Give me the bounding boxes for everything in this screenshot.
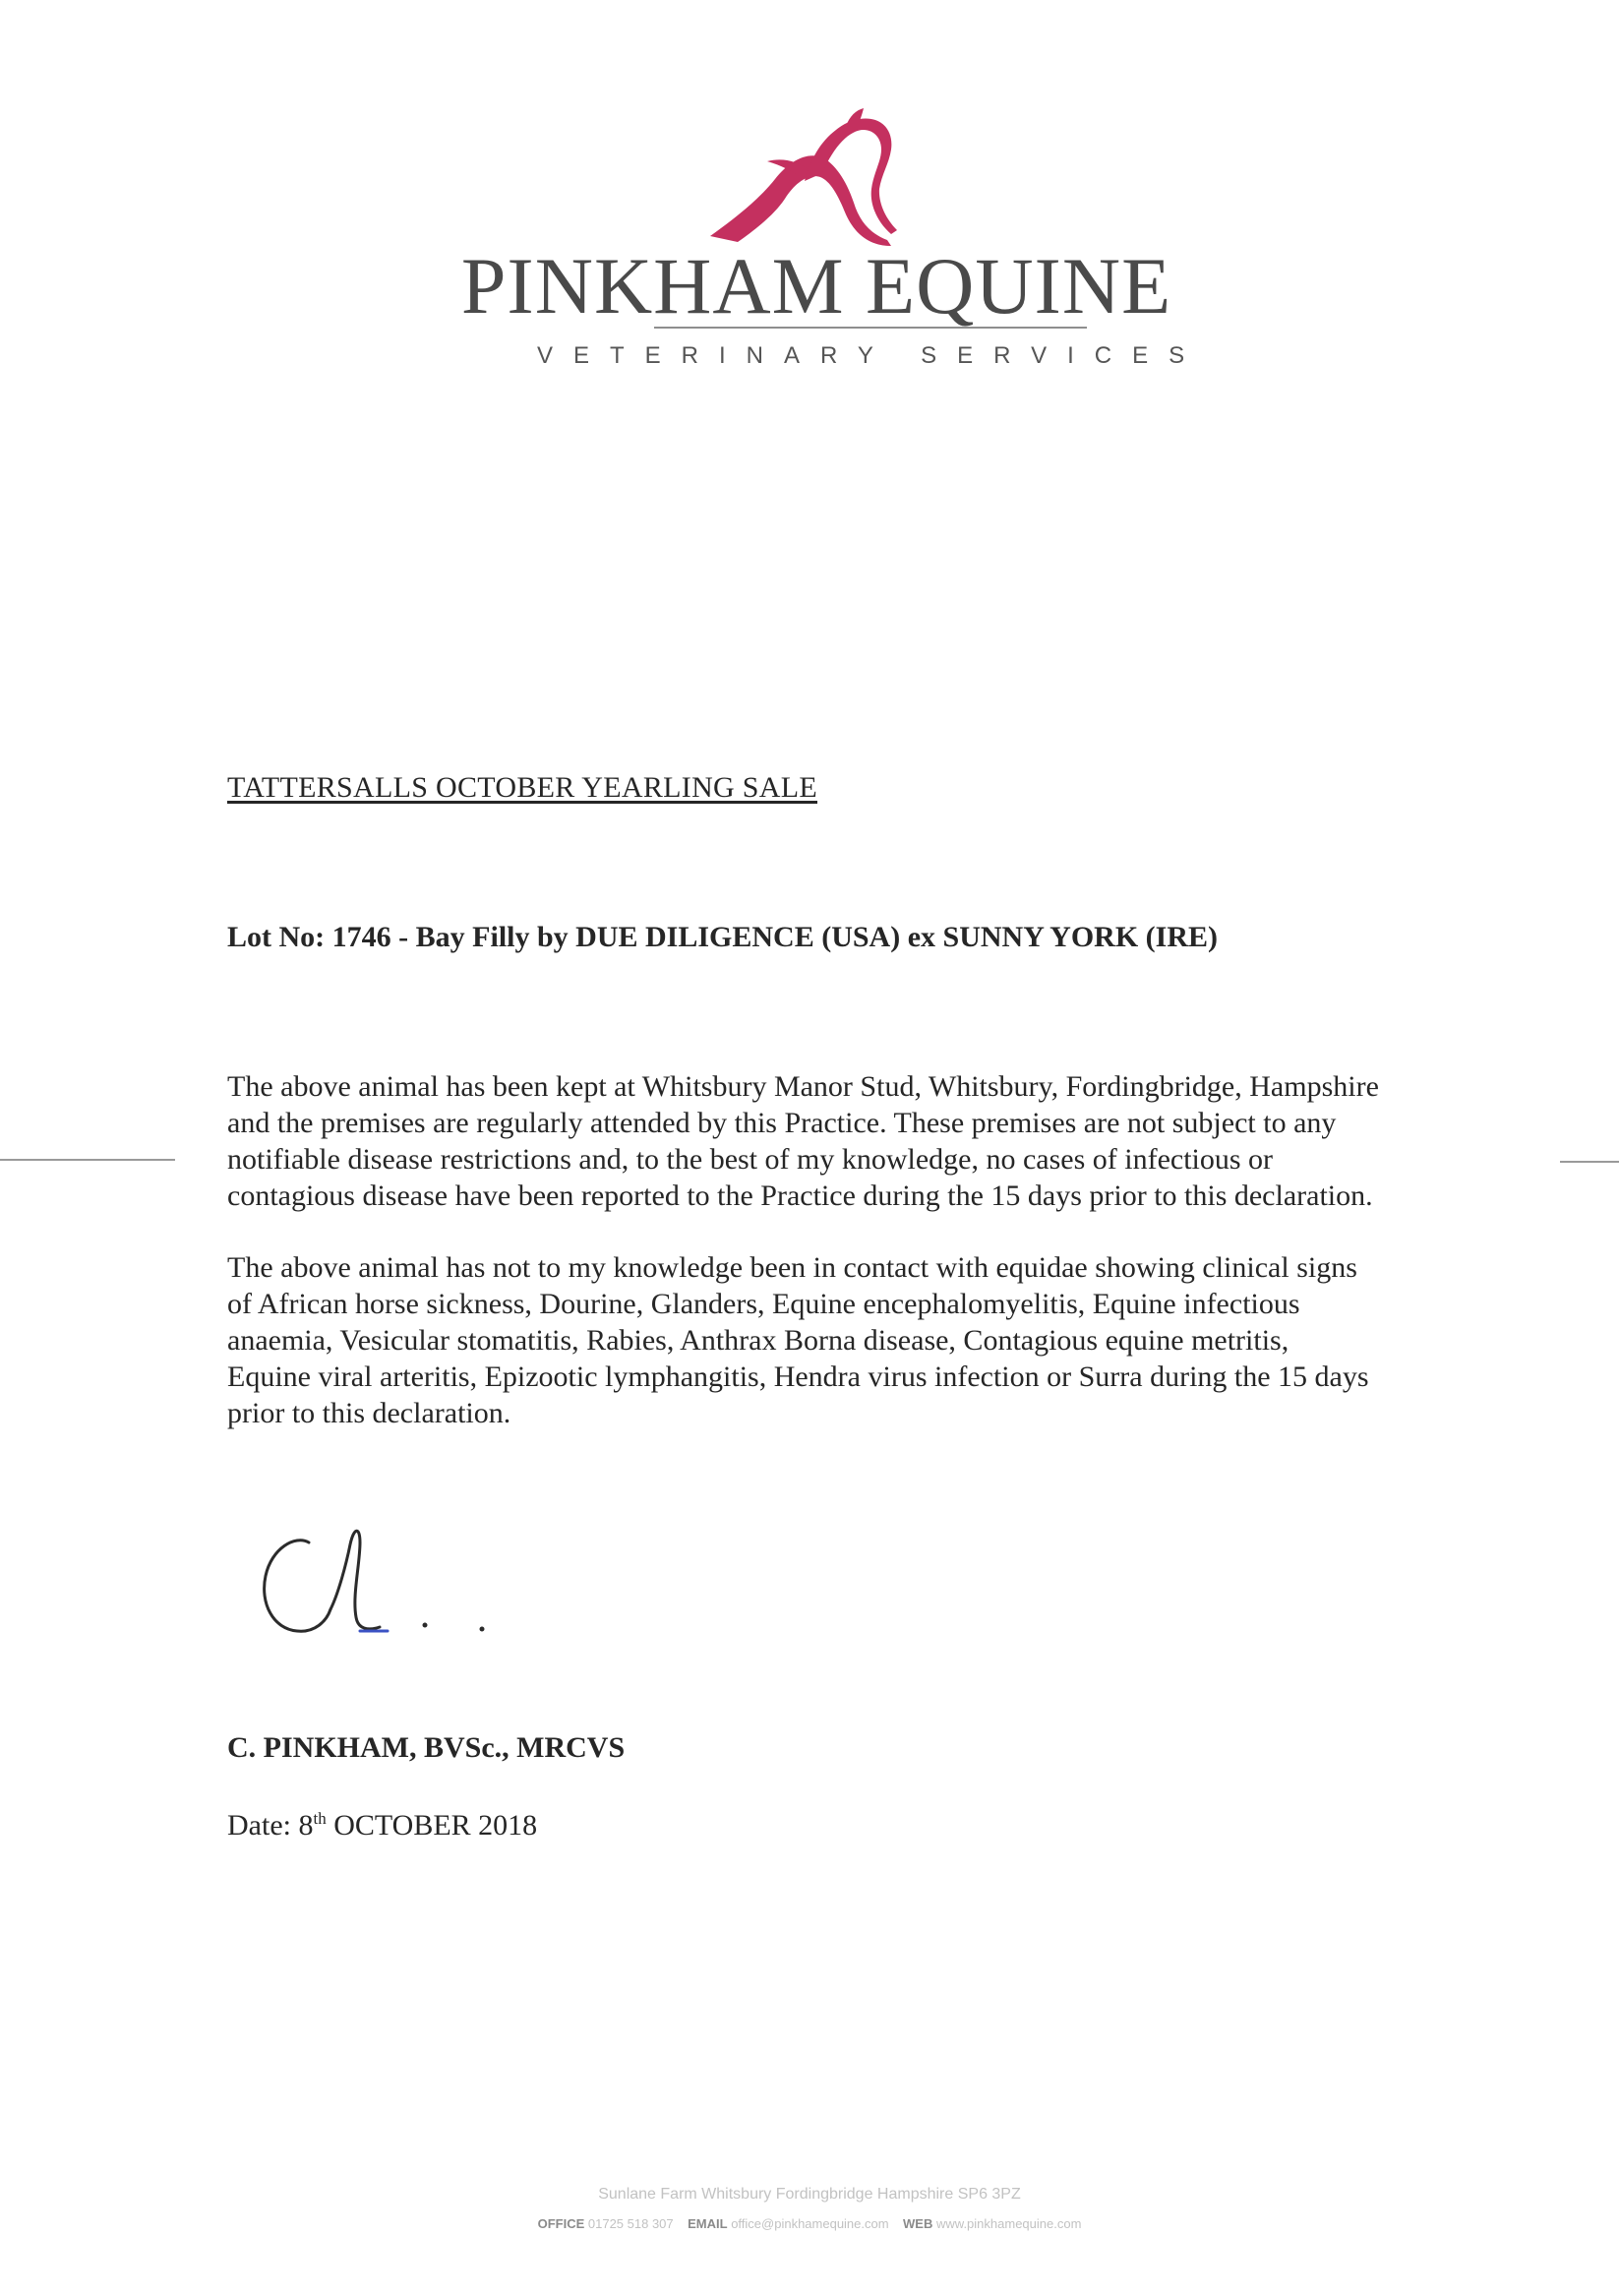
paragraph-line: of African horse sickness, Dourine, Glanders, Equine encephalomyelitis, Equine infectious	[227, 1288, 1300, 1320]
footer-office-value: 01725 518 307	[587, 2216, 674, 2231]
footer-web-value: www.pinkhamequine.com	[936, 2216, 1082, 2231]
declaration-date	[227, 1800, 1486, 1843]
declaration-paragraph-contact	[227, 1249, 1486, 1431]
horse-logo-icon	[698, 108, 925, 256]
footer-office-label: OFFICE	[537, 2216, 585, 2231]
paragraph-line: prior to this declaration.	[227, 1397, 511, 1429]
footer-address: Sunlane Farm Whitsbury Fordingbridge Hampshire SP6 3PZ	[598, 2186, 1021, 2203]
paragraph-line: and the premises are regularly attended by this Practice. These premises are not subject to any	[227, 1107, 1337, 1139]
footer-email-value: office@pinkhamequine.com	[731, 2216, 889, 2231]
right-margin-mark	[1560, 1161, 1619, 1163]
letterhead-logo	[433, 108, 1206, 384]
paragraph-line: Equine viral arteritis, Epizootic lymphangitis, Hendra virus infection or Surra during the 15 days	[227, 1360, 1369, 1393]
paragraph-line: contagious disease have been reported to the Practice during the 15 days prior to this declaration.	[227, 1179, 1373, 1212]
practice-name: PINKHAM EQUINE	[460, 241, 1172, 331]
left-margin-mark	[0, 1159, 175, 1161]
footer-email-label: EMAIL	[688, 2216, 728, 2231]
footer-web-label: WEB	[903, 2216, 933, 2231]
paragraph-line: The above animal has not to my knowledge been in contact with equidae showing clinical signs	[227, 1251, 1357, 1284]
declaration-paragraph-premises	[227, 1068, 1486, 1214]
date-prefix: Date: 8	[227, 1809, 314, 1842]
practice-subtitle: VETERINARY SERVICES	[537, 342, 1206, 369]
footer-contact	[374, 2216, 1245, 2231]
lot-line: Lot No: 1746 - Bay Filly by DUE DILIGENCE (USA) ex SUNNY YORK (IRE)	[227, 921, 1218, 953]
signatory-name: C. PINKHAM, BVSc., MRCVS	[227, 1731, 626, 1764]
sale-heading: TATTERSALLS OCTOBER YEARLING SALE	[227, 771, 817, 804]
handwritten-signature	[258, 1515, 504, 1643]
paragraph-line: anaemia, Vesicular stomatitis, Rabies, Anthrax Borna disease, Contagious equine metritis,	[227, 1324, 1289, 1357]
logo-divider	[654, 327, 1087, 329]
date-rest: OCTOBER 2018	[326, 1809, 538, 1842]
paragraph-line: notifiable disease restrictions and, to the best of my knowledge, no cases of infectious or	[227, 1143, 1274, 1176]
paragraph-line: The above animal has been kept at Whitsbury Manor Stud, Whitsbury, Fordingbridge, Hampshire	[227, 1070, 1379, 1103]
date-ordinal-suffix: th	[313, 1809, 327, 1828]
